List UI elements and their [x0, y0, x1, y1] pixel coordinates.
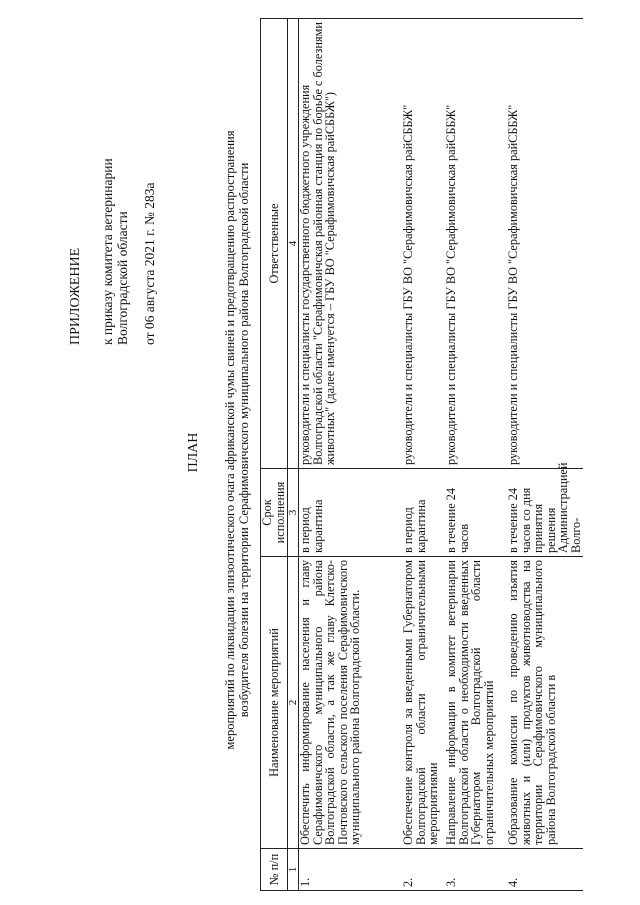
header-term: Срок исполнения — [261, 469, 288, 557]
row-term: в течение 24 часов — [445, 469, 507, 557]
row-number: 4. — [507, 849, 583, 891]
row-number: 1. — [299, 849, 403, 891]
row-responsible: руководители и специалисты ГБУ ВО "Серафимовичская райСББЖ" — [445, 19, 507, 469]
row-activity: Обеспечение контроля за введенными Губернатором Волгоградской области ограничительными мероприятиями — [402, 557, 445, 849]
col-number-4: 4 — [288, 19, 299, 469]
row-responsible: руководители и специалисты ГБУ ВО "Серафимовичская райСББЖ" — [507, 19, 583, 469]
row-term: в течение 24 часов со дня принятия решения Администрацией Волго- — [507, 469, 583, 557]
row-activity: Образование комиссии по проведению изъятия животных и (или) продуктов животноводства на территории Серафимовичского муниципального района Волгоградской области в — [507, 557, 583, 849]
header-name: Наименование мероприятий — [261, 557, 288, 849]
table-row — [402, 19, 445, 891]
plan-title: ПЛАН — [186, 432, 201, 473]
row-activity: Направление информации в комитет ветеринарии Волгоградской области о необходимости введенных Губернатором Волгоградской области ограничительных мероприятий — [445, 557, 507, 849]
col-number-1: 1 — [288, 849, 299, 891]
row-activity: Обеспечить информирование населения и главу Серафимовичского муниципального района Волгоградской области, а так же главу Клетско-Почтовского сельского поселения Серафимовичского муниципального района Волгоградской области. — [299, 557, 403, 849]
plan-subtitle-line-2: возбудителя болезни на территории Серафимовичского муниципального района Волгоградской области — [237, 162, 251, 718]
appendix-date: от 06 августа 2021 г. № 283а — [142, 182, 157, 345]
header-num: № п/п — [261, 849, 288, 891]
appendix-region-line: Волгоградской области — [115, 211, 130, 345]
appendix-title: ПРИЛОЖЕНИЕ — [68, 247, 83, 345]
table-row — [299, 19, 403, 891]
appendix-order-line: к приказу комитета ветеринарии — [100, 158, 115, 345]
table-row — [507, 19, 583, 891]
row-responsible: руководители и специалисты ГБУ ВО "Серафимовичская райСББЖ" — [402, 19, 445, 469]
row-term: в период карантина — [402, 469, 445, 557]
row-term: в период карантина — [299, 469, 403, 557]
col-number-2: 2 — [288, 557, 299, 849]
plan-subtitle-line-1: мероприятий по ликвидации эпизоотического очага африканской чумы свиней и предотвращению распространения — [223, 130, 237, 750]
table-row — [445, 19, 507, 891]
appendix-block — [68, 25, 157, 345]
col-number-3: 3 — [288, 469, 299, 557]
plan-subtitle — [223, 25, 251, 855]
row-number: 3. — [445, 849, 507, 891]
header-resp: Ответственные — [261, 19, 288, 469]
table-column-numbers-row — [288, 19, 299, 891]
plan-table — [260, 18, 583, 891]
table-header-row — [261, 19, 288, 891]
row-responsible: руководители и специалисты государственного бюджетного учреждения Волгоградской области "Серафимовичская районная станция по борьбе с болезнями животных" (далее именуется – ГБУ ВО "Серафимовичская райСББЖ") — [299, 19, 403, 469]
row-number: 2. — [402, 849, 445, 891]
